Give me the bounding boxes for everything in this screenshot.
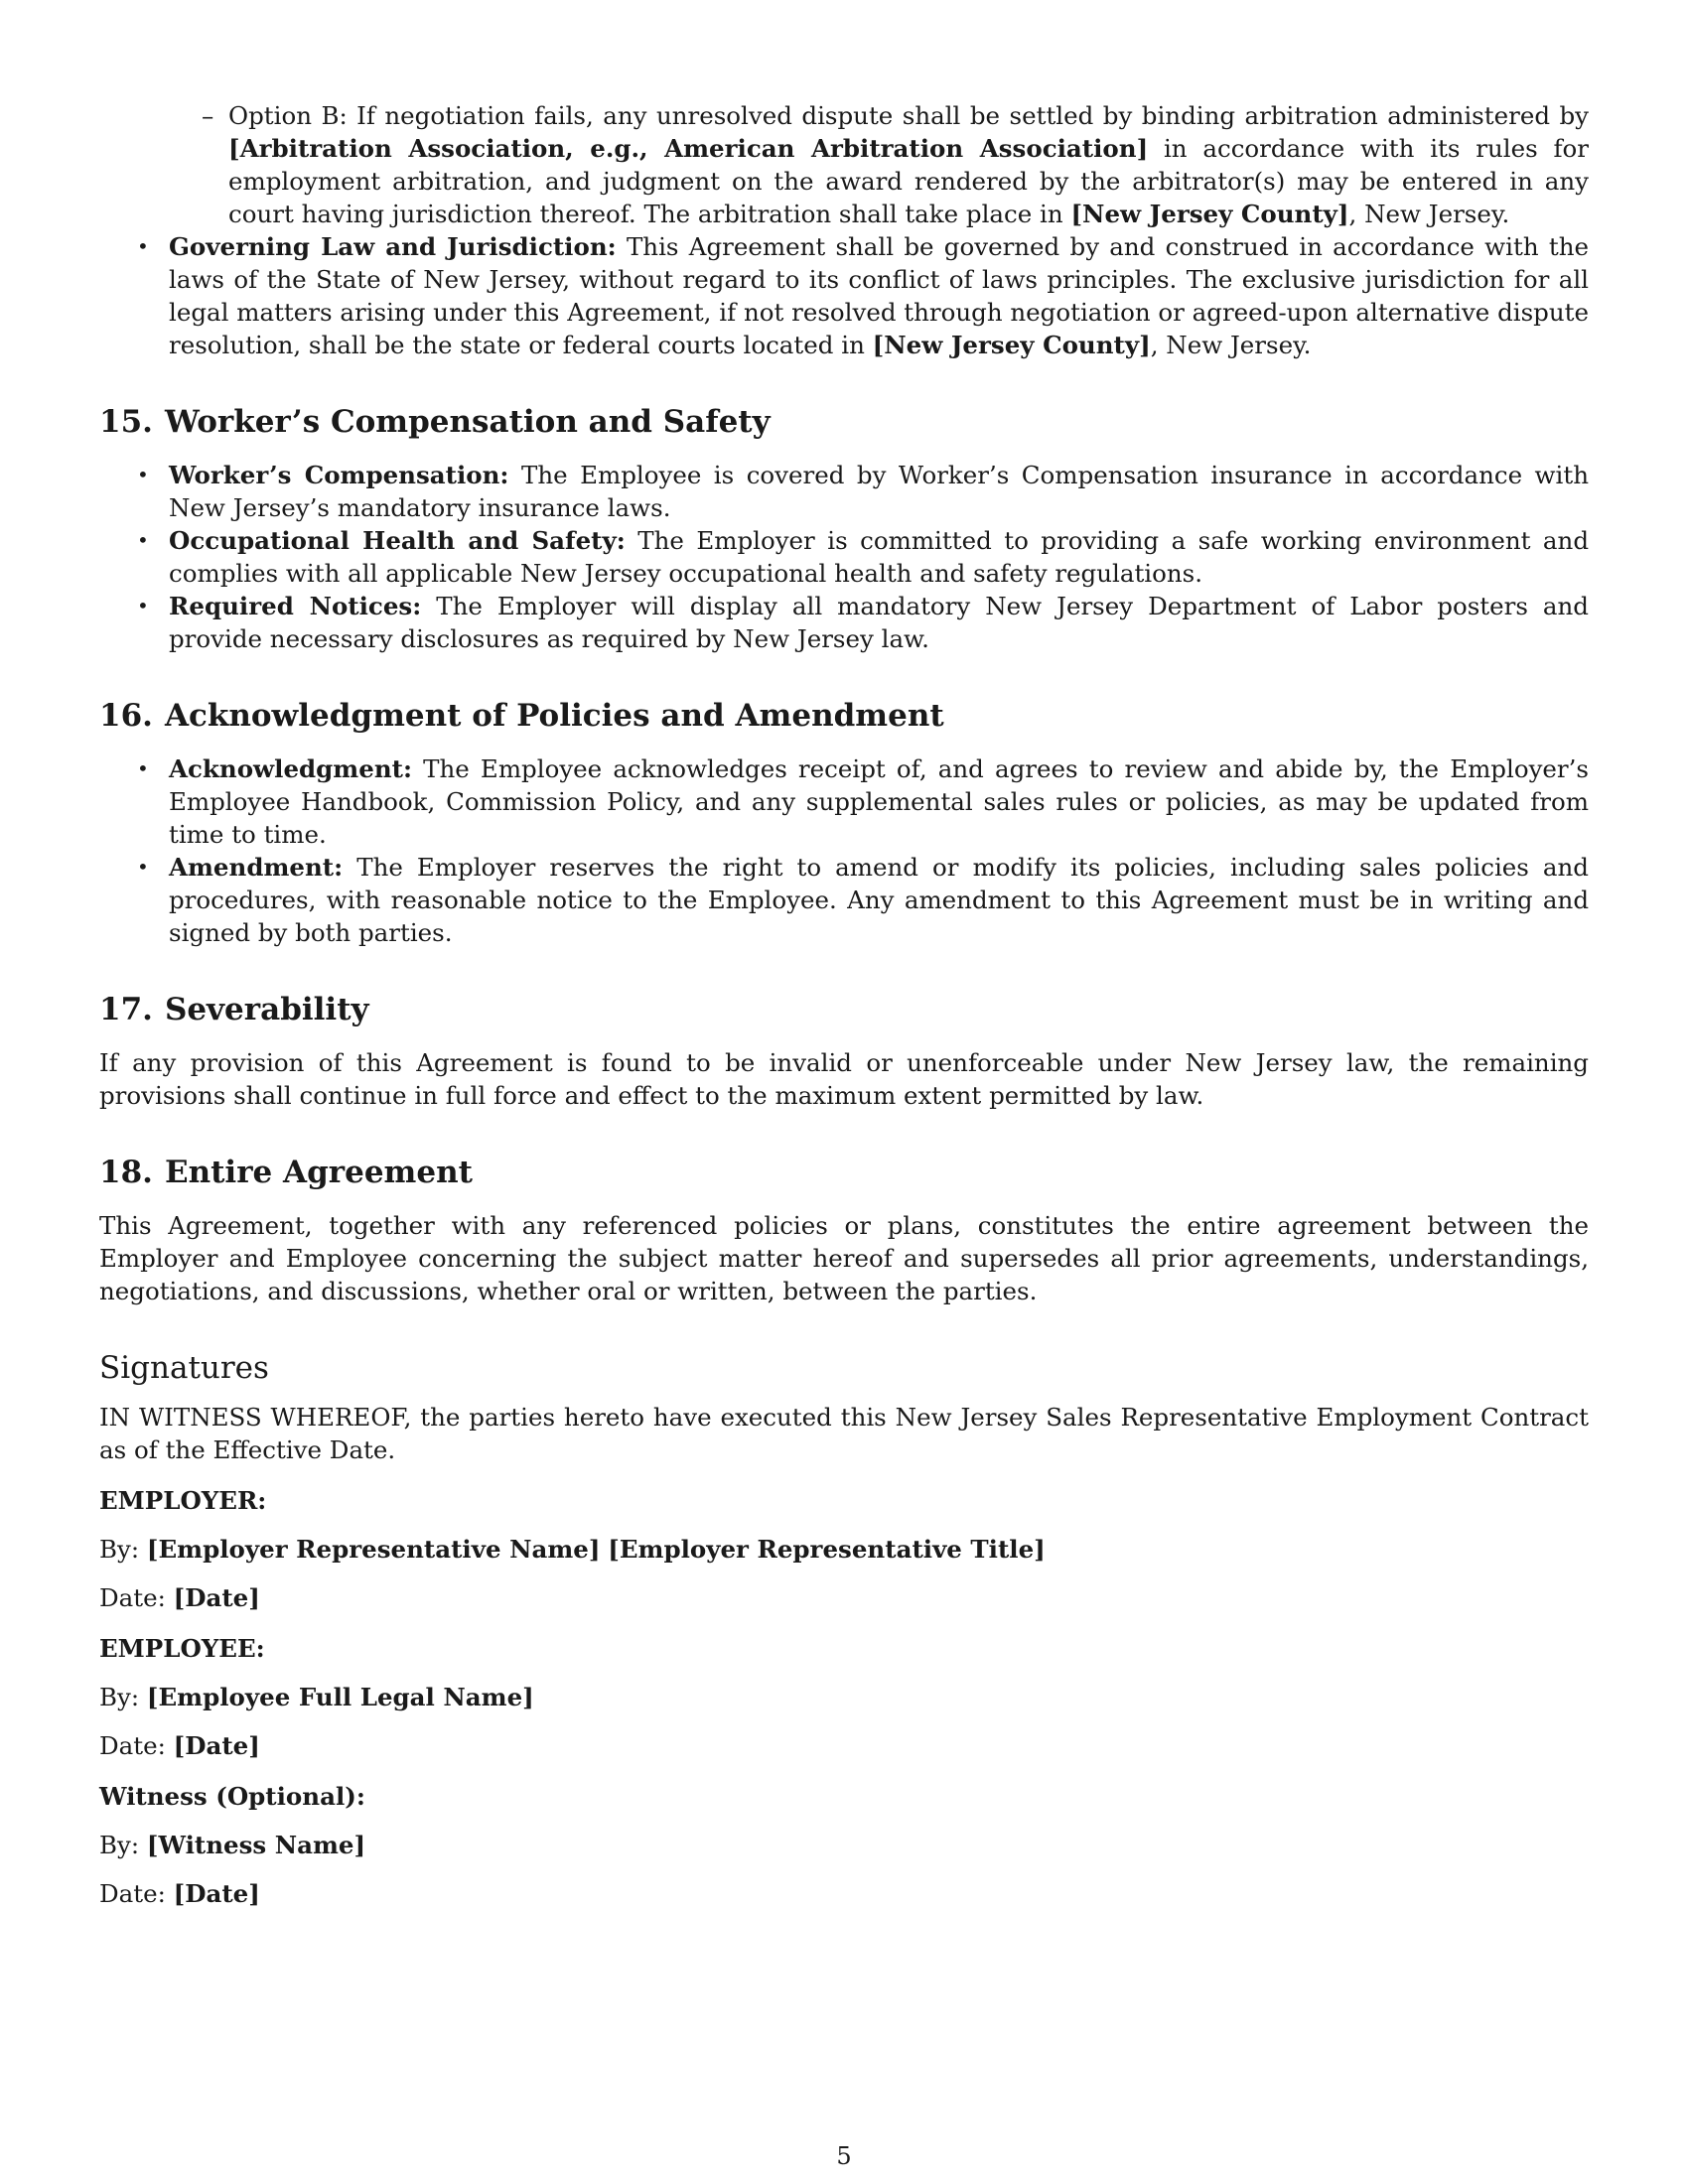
bullet-icon: • [137,234,149,258]
bullet-icon: • [137,463,149,486]
list-item: • Amendment: The Employer reserves the right to amend or modify its policies, including sales policies and procedures, with reasonable notice to the Employee. Any amendment to this Agreement must be in writing and signed by both parties. [137,853,1589,947]
signatures-intro: IN WITNESS WHEREOF, the parties hereto have executed this New Jersey Sales Representative Employment Contract as of the Effective Date. [99,1403,1589,1464]
governing-law-item: • Governing Law and Jurisdiction: This Agreement shall be governed by and construed in accordance with the laws of the State of New Jersey, without regard to its conflict of laws principles. The exclusive jurisdiction for all legal matters arising under this Agreement, if not resolved through negotiation or agreed-upon alternative dispute resolution, shall be the state or federal courts located in [New Jersey County], New Jersey. [137,232,1590,359]
section-16-list [99,752,1589,949]
section-15-list [99,459,1589,655]
witness-by-line: By: [Witness Name] [99,1831,366,1859]
option-b-item: – Option B: If negotiation fails, any unresolved dispute shall be settled by binding arbitration administered by [Arbitration Association, e.g., American Arbitration Association] in accordance with its rules for employment arbitration, and judgment on the award rendered by the arbitrator(s) may be entered in any court having jurisdiction thereof. The arbitration shall take place in [New Jersey County], New Jersey. [202,101,1589,228]
bullet-icon: • [137,594,149,617]
bullet-icon: • [137,528,149,552]
employee-date-line: Date: [Date] [99,1731,260,1760]
bullet-icon: • [137,855,149,879]
document-page [99,99,1589,1910]
witness-label: Witness (Optional): [99,1782,365,1811]
employee-by-line: By: [Employee Full Legal Name] [99,1683,534,1711]
section-18-body: This Agreement, together with any referenced policies or plans, constitutes the entire agreement between the Employer and Employee concerning the subject matter hereof and supersedes all prior agreements, understandings, negotiations, and discussions, whether oral or written, between the parties. [99,1211,1589,1305]
list-item: • Occupational Health and Safety: The Employer is committed to providing a safe working environment and complies with all applicable New Jersey occupational health and safety regulations. [137,526,1590,588]
bullet-icon: • [137,756,149,780]
witness-date-line: Date: [Date] [99,1879,260,1908]
list-item: • Worker’s Compensation: The Employee is covered by Worker’s Compensation insurance in accordance with New Jersey’s mandatory insurance laws. [137,461,1589,522]
section-17-heading: 17. Severability [99,992,369,1027]
list-item: • Acknowledgment: The Employee acknowledges receipt of, and agrees to review and abide by, the Employer’s Employee Handbook, Commission Policy, and any supplemental sales rules or policies, as may be updated from time to time. [137,754,1589,849]
signatures-heading: Signatures [99,1350,269,1386]
employer-date-line: Date: [Date] [99,1583,260,1612]
list-item: • Required Notices: The Employer will display all mandatory New Jersey Department of Labor posters and provide necessary disclosures as required by New Jersey law. [137,592,1589,653]
governing-list [99,230,1589,361]
page-number: 5 [836,2142,852,2170]
section-18-heading: 18. Entire Agreement [99,1155,473,1190]
employee-label: EMPLOYEE: [99,1634,265,1663]
dash-marker: – [202,101,214,130]
employer-by-line: By: [Employer Representative Name] [Employer Representative Title] [99,1535,1046,1564]
employer-label: EMPLOYER: [99,1486,267,1515]
section-17-body: If any provision of this Agreement is found to be invalid or unenforceable under New Jersey law, the remaining provisions shall continue in full force and effect to the maximum extent permitted by law. [99,1048,1589,1110]
section-15-heading: 15. Worker’s Compensation and Safety [99,404,771,440]
section-16-heading: 16. Acknowledgment of Policies and Amendment [99,698,944,734]
